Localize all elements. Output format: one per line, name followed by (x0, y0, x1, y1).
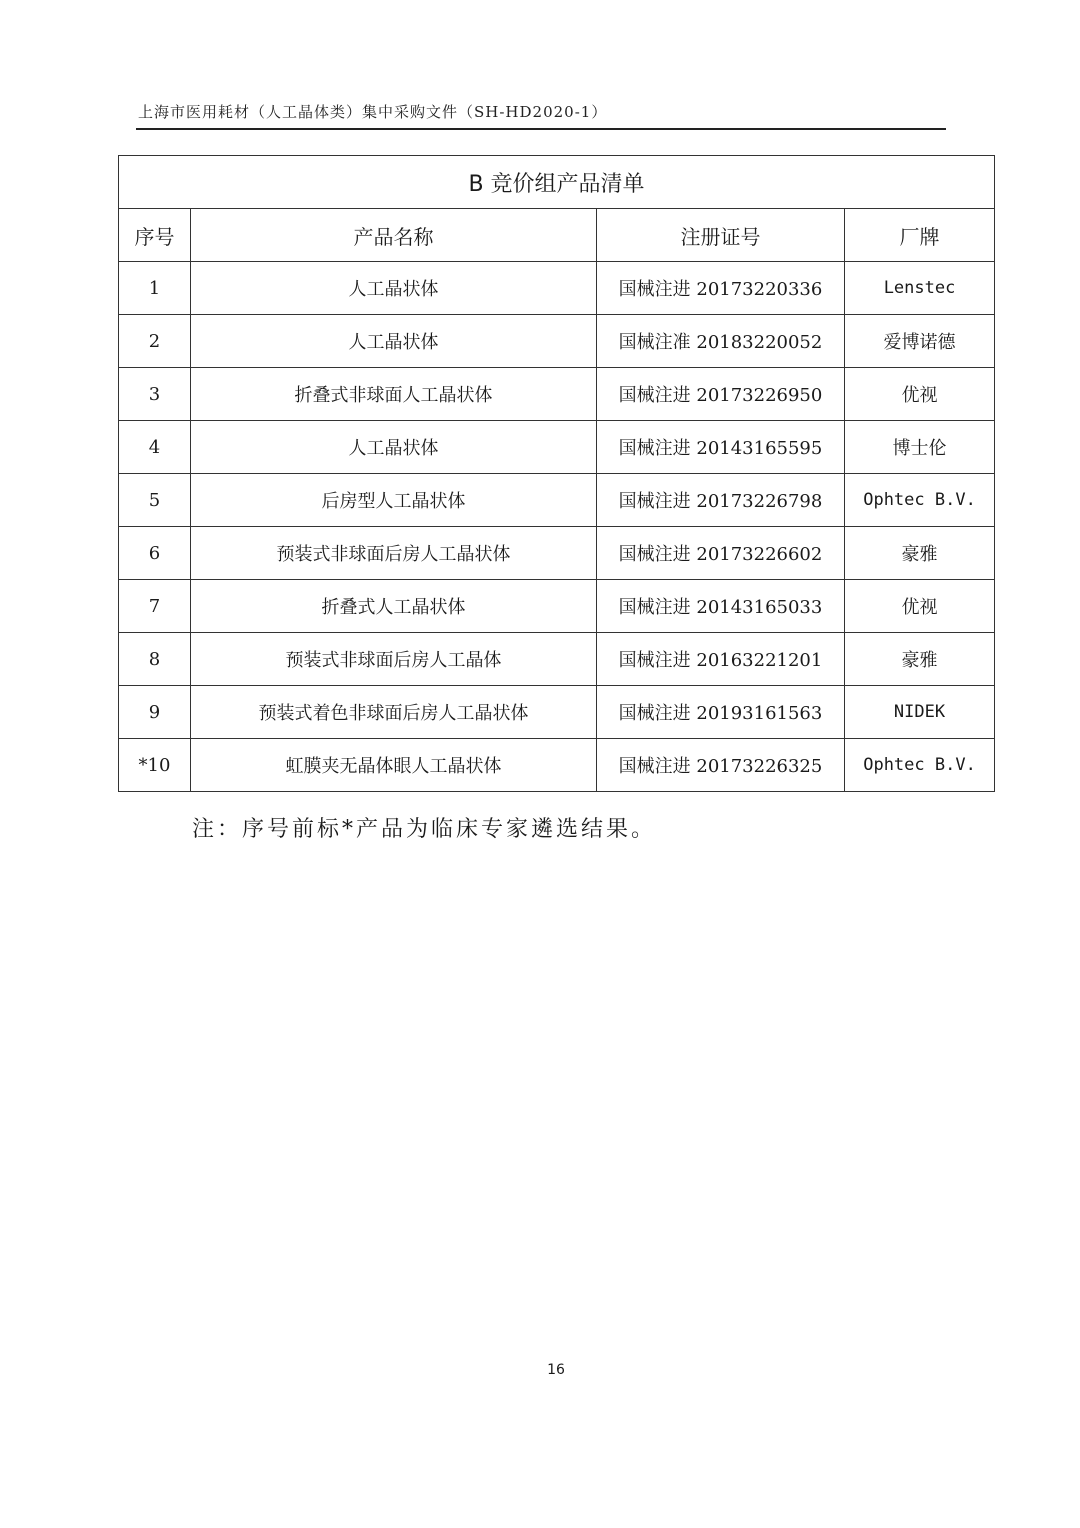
product-name: 预装式着色非球面后房人工晶状体 (191, 686, 597, 739)
product-name: 预装式非球面后房人工晶体 (191, 633, 597, 686)
table-row (119, 739, 995, 792)
brand: 爱博诺德 (845, 315, 995, 368)
product-name: 后房型人工晶状体 (191, 474, 597, 527)
table-title: B 竞价组产品清单 (119, 156, 995, 209)
product-name: 折叠式人工晶状体 (191, 580, 597, 633)
brand: 优视 (845, 580, 995, 633)
registration-number: 国械注进 20163221201 (597, 633, 845, 686)
row-index: 2 (119, 315, 191, 368)
brand: Ophtec B.V. (845, 739, 995, 792)
row-index: 9 (119, 686, 191, 739)
table-row (119, 633, 995, 686)
registration-number: 国械注进 20173226798 (597, 474, 845, 527)
brand: Ophtec B.V. (845, 474, 995, 527)
registration-number: 国械注进 20143165033 (597, 580, 845, 633)
row-index: 3 (119, 368, 191, 421)
product-name: 预装式非球面后房人工晶状体 (191, 527, 597, 580)
table-row (119, 686, 995, 739)
brand: NIDEK (845, 686, 995, 739)
table-row (119, 368, 995, 421)
registration-number: 国械注进 20173226950 (597, 368, 845, 421)
registration-number: 国械注进 20193161563 (597, 686, 845, 739)
table-row (119, 474, 995, 527)
brand: 博士伦 (845, 421, 995, 474)
row-index: 1 (119, 262, 191, 315)
registration-number: 国械注进 20143165595 (597, 421, 845, 474)
product-name: 折叠式非球面人工晶状体 (191, 368, 597, 421)
row-index: *10 (119, 739, 191, 792)
brand: Lenstec (845, 262, 995, 315)
table-row (119, 315, 995, 368)
row-index: 4 (119, 421, 191, 474)
brand: 优视 (845, 368, 995, 421)
column-header-product-name: 产品名称 (191, 209, 597, 262)
registration-number: 国械注准 20183220052 (597, 315, 845, 368)
header-divider (136, 128, 946, 130)
table-row (119, 262, 995, 315)
product-name: 人工晶状体 (191, 421, 597, 474)
brand: 豪雅 (845, 633, 995, 686)
row-index: 5 (119, 474, 191, 527)
table-row (119, 527, 995, 580)
row-index: 6 (119, 527, 191, 580)
table-header-row (119, 209, 995, 262)
column-header-index: 序号 (119, 209, 191, 262)
column-header-registration-number: 注册证号 (597, 209, 845, 262)
table-row (119, 421, 995, 474)
product-list-table (118, 155, 995, 792)
table-row (119, 580, 995, 633)
registration-number: 国械注进 20173226602 (597, 527, 845, 580)
page-number: 16 (547, 1362, 565, 1378)
row-index: 7 (119, 580, 191, 633)
footnote: 注：序号前标*产品为临床专家遴选结果。 (192, 817, 657, 842)
product-name: 人工晶状体 (191, 315, 597, 368)
product-name: 人工晶状体 (191, 262, 597, 315)
brand: 豪雅 (845, 527, 995, 580)
column-header-brand: 厂牌 (845, 209, 995, 262)
registration-number: 国械注进 20173220336 (597, 262, 845, 315)
table-title-row (119, 156, 995, 209)
product-name: 虹膜夹无晶体眼人工晶状体 (191, 739, 597, 792)
registration-number: 国械注进 20173226325 (597, 739, 845, 792)
row-index: 8 (119, 633, 191, 686)
document-header: 上海市医用耗材（人工晶体类）集中采购文件（SH-HD2020-1） (138, 103, 608, 121)
